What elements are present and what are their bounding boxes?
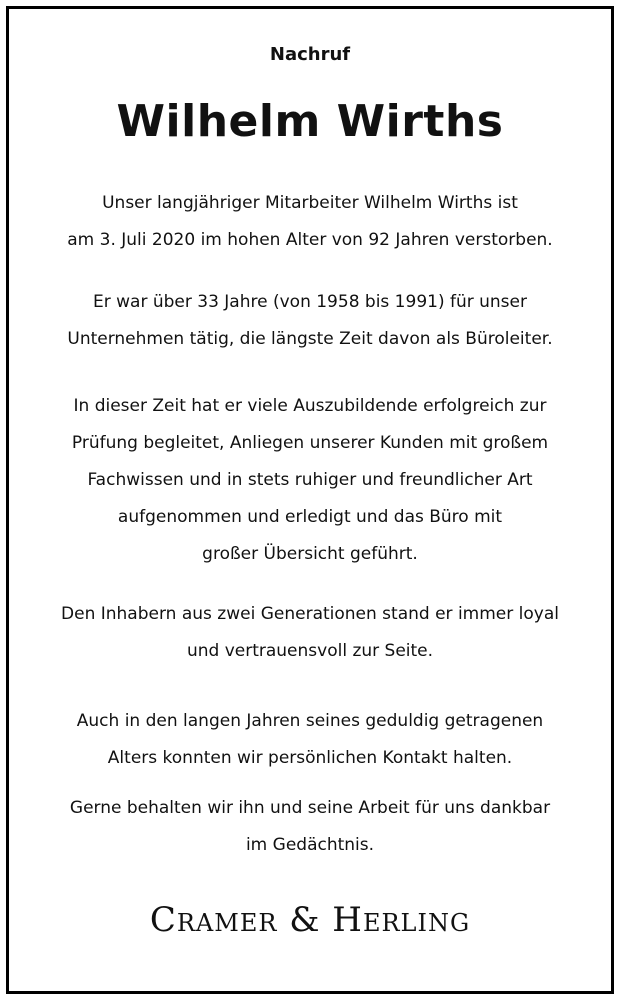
paragraph-2 (0, 284, 620, 358)
paragraph-line: im Gedächtnis. (245, 835, 375, 855)
paragraph-line: Unser langjähriger Mitarbeiter Wilhelm Wirths ist (102, 193, 518, 213)
paragraph-line: großer Übersicht geführt. (202, 544, 418, 564)
paragraph-5 (0, 703, 620, 777)
paragraph-line: In dieser Zeit hat er viele Auszubildende erfolgreich zur (73, 396, 547, 416)
paragraph-1 (0, 185, 620, 259)
paragraph-line: aufgenommen und erledigt und das Büro mit (117, 507, 503, 527)
deceased-name: Wilhelm Wirths (116, 96, 504, 147)
paragraph-line: und vertrauensvoll zur Seite. (186, 641, 434, 661)
company-signature: Cramer & Herling (149, 900, 471, 940)
paragraph-line: Er war über 33 Jahre (von 1958 bis 1991) für unser (92, 292, 527, 312)
paragraph-line: Unternehmen tätig, die längste Zeit davon als Büroleiter. (67, 329, 553, 349)
paragraph-line: am 3. Juli 2020 im hohen Alter von 92 Jahren verstorben. (67, 230, 553, 250)
paragraph-6 (0, 790, 620, 864)
paragraph-line: Den Inhabern aus zwei Generationen stand er immer loyal (61, 604, 559, 624)
paragraph-line: Alters konnten wir persönlichen Kontakt halten. (107, 748, 513, 768)
paragraph-line: Auch in den langen Jahren seines geduldig getragenen (76, 711, 544, 731)
paragraph-line: Fachwissen und in stets ruhiger und freundlicher Art (87, 470, 533, 490)
paragraph-3 (0, 388, 620, 573)
paragraph-line: Gerne behalten wir ihn und seine Arbeit für uns dankbar (69, 798, 551, 818)
paragraph-line: Prüfung begleitet, Anliegen unserer Kunden mit großem (71, 433, 549, 453)
paragraph-4 (0, 596, 620, 670)
notice-label: Nachruf (269, 44, 351, 65)
